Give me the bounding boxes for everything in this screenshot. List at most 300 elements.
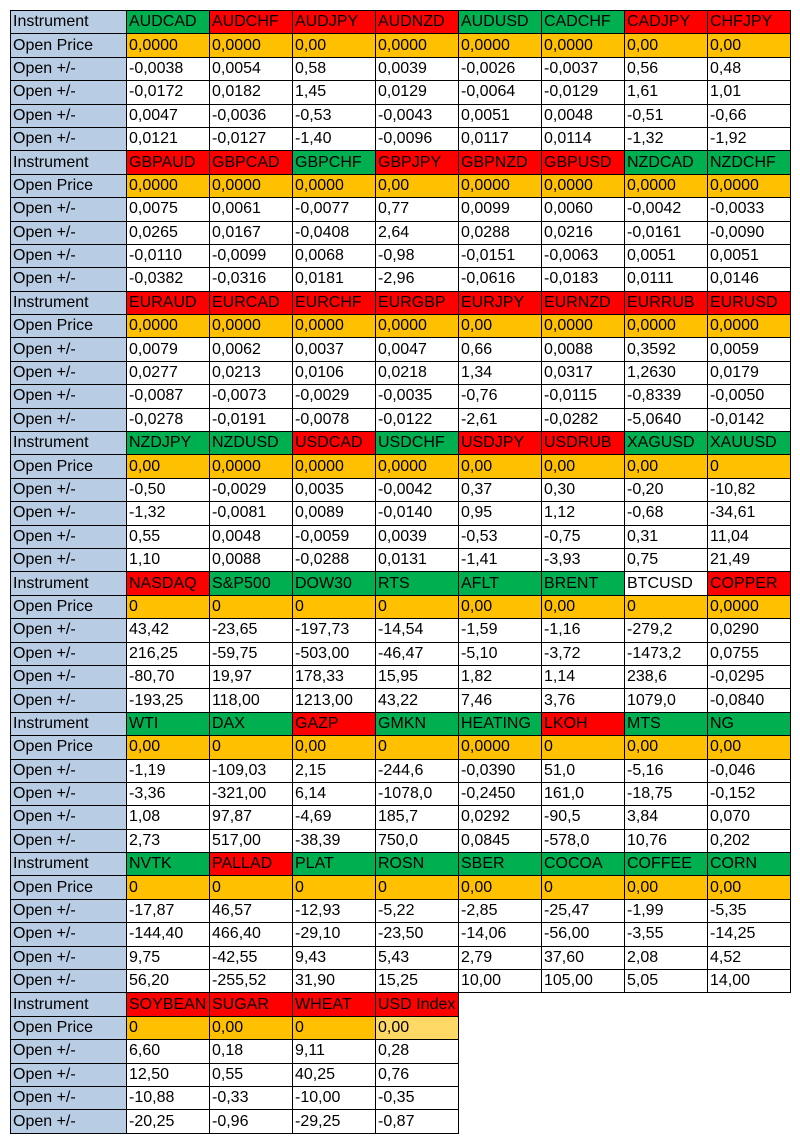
open-change-label-cell[interactable]: Open +/- bbox=[11, 1040, 127, 1063]
open-price-label-cell[interactable]: Open Price bbox=[11, 1016, 127, 1039]
open-change-cell[interactable]: 0,0039 bbox=[376, 525, 459, 548]
open-change-label-cell[interactable]: Open +/- bbox=[11, 361, 127, 384]
open-change-cell[interactable]: 0,56 bbox=[625, 57, 708, 80]
open-change-cell[interactable]: 185,7 bbox=[376, 806, 459, 829]
open-change-cell[interactable]: 0,0755 bbox=[708, 642, 791, 665]
open-change-cell[interactable]: -2,61 bbox=[459, 408, 542, 431]
open-change-label-cell[interactable]: Open +/- bbox=[11, 408, 127, 431]
open-price-label-cell[interactable]: Open Price bbox=[11, 595, 127, 618]
open-change-cell[interactable]: 0,0131 bbox=[376, 548, 459, 571]
instrument-name-cell[interactable]: NZDCHF bbox=[708, 151, 791, 174]
open-price-cell[interactable]: 0 bbox=[210, 876, 293, 899]
open-change-cell[interactable]: -1,40 bbox=[293, 127, 376, 150]
instrument-name-cell[interactable]: SUGAR bbox=[210, 993, 293, 1016]
instrument-name-cell[interactable]: NZDCAD bbox=[625, 151, 708, 174]
open-change-cell[interactable]: -144,40 bbox=[127, 923, 210, 946]
open-change-cell[interactable]: 161,0 bbox=[542, 782, 625, 805]
open-price-cell[interactable]: 0,0000 bbox=[708, 174, 791, 197]
instrument-name-cell[interactable]: AUDCAD bbox=[127, 11, 210, 34]
open-change-cell[interactable]: 0,0051 bbox=[625, 244, 708, 267]
open-change-cell[interactable]: 0,0075 bbox=[127, 198, 210, 221]
open-change-cell[interactable]: -0,0029 bbox=[293, 385, 376, 408]
instrument-name-cell[interactable]: COPPER bbox=[708, 572, 791, 595]
open-change-cell[interactable]: -255,52 bbox=[210, 970, 293, 993]
open-change-cell[interactable]: -46,47 bbox=[376, 642, 459, 665]
open-price-cell[interactable]: 0,0000 bbox=[625, 315, 708, 338]
open-change-cell[interactable]: 0,66 bbox=[459, 338, 542, 361]
open-price-cell[interactable]: 0,00 bbox=[210, 1016, 293, 1039]
open-change-cell[interactable]: -0,0050 bbox=[708, 385, 791, 408]
open-price-cell[interactable]: 0,0000 bbox=[127, 315, 210, 338]
open-change-cell[interactable]: 0,0121 bbox=[127, 127, 210, 150]
instrument-name-cell[interactable]: XAUUSD bbox=[708, 432, 791, 455]
open-change-cell[interactable]: -197,73 bbox=[293, 619, 376, 642]
open-price-cell[interactable]: 0 bbox=[625, 595, 708, 618]
open-price-cell[interactable]: 0,0000 bbox=[459, 174, 542, 197]
open-price-cell[interactable]: 0,00 bbox=[293, 736, 376, 759]
open-change-cell[interactable]: -0,0140 bbox=[376, 502, 459, 525]
open-change-cell[interactable]: -0,0316 bbox=[210, 268, 293, 291]
open-change-label-cell[interactable]: Open +/- bbox=[11, 338, 127, 361]
open-price-cell[interactable]: 0,00 bbox=[625, 876, 708, 899]
open-change-cell[interactable]: 0,0079 bbox=[127, 338, 210, 361]
instrument-name-cell[interactable]: PLAT bbox=[293, 853, 376, 876]
instrument-name-cell[interactable]: GBPJPY bbox=[376, 151, 459, 174]
instrument-name-cell[interactable]: NG bbox=[708, 712, 791, 735]
open-price-cell[interactable]: 0,0000 bbox=[210, 455, 293, 478]
open-change-cell[interactable]: -0,0099 bbox=[210, 244, 293, 267]
instrument-name-cell[interactable]: PALLAD bbox=[210, 853, 293, 876]
open-change-cell[interactable]: 21,49 bbox=[708, 548, 791, 571]
open-change-cell[interactable]: 1,34 bbox=[459, 361, 542, 384]
open-change-cell[interactable]: -0,046 bbox=[708, 759, 791, 782]
open-change-cell[interactable]: 0,0106 bbox=[293, 361, 376, 384]
open-change-cell[interactable]: -3,72 bbox=[542, 642, 625, 665]
open-change-cell[interactable]: 3,76 bbox=[542, 689, 625, 712]
open-change-cell[interactable]: 46,57 bbox=[210, 899, 293, 922]
open-price-cell[interactable]: 0,00 bbox=[459, 595, 542, 618]
open-change-cell[interactable]: 11,04 bbox=[708, 525, 791, 548]
open-change-cell[interactable]: 15,95 bbox=[376, 665, 459, 688]
open-change-cell[interactable]: -0,8339 bbox=[625, 385, 708, 408]
instrument-name-cell[interactable]: ROSN bbox=[376, 853, 459, 876]
open-change-cell[interactable]: -0,0038 bbox=[127, 57, 210, 80]
open-change-label-cell[interactable]: Open +/- bbox=[11, 81, 127, 104]
open-price-cell[interactable]: 0 bbox=[293, 595, 376, 618]
open-change-cell[interactable]: -109,03 bbox=[210, 759, 293, 782]
open-change-cell[interactable]: -0,0288 bbox=[293, 548, 376, 571]
open-change-cell[interactable]: -0,0616 bbox=[459, 268, 542, 291]
open-price-cell[interactable]: 0,00 bbox=[376, 1016, 459, 1039]
open-change-cell[interactable]: -0,0129 bbox=[542, 81, 625, 104]
instrument-name-cell[interactable]: BTCUSD bbox=[625, 572, 708, 595]
open-change-cell[interactable]: 0,0146 bbox=[708, 268, 791, 291]
open-change-cell[interactable]: -2,85 bbox=[459, 899, 542, 922]
open-change-label-cell[interactable]: Open +/- bbox=[11, 244, 127, 267]
open-change-cell[interactable]: -10,82 bbox=[708, 478, 791, 501]
open-price-label-cell[interactable]: Open Price bbox=[11, 736, 127, 759]
open-change-cell[interactable]: -1,19 bbox=[127, 759, 210, 782]
open-change-cell[interactable]: -0,0408 bbox=[293, 221, 376, 244]
instrument-name-cell[interactable]: COCOA bbox=[542, 853, 625, 876]
instrument-name-cell[interactable]: AUDNZD bbox=[376, 11, 459, 34]
open-change-cell[interactable]: 15,25 bbox=[376, 970, 459, 993]
open-change-label-cell[interactable]: Open +/- bbox=[11, 502, 127, 525]
open-change-cell[interactable]: 0,0039 bbox=[376, 57, 459, 80]
instrument-name-cell[interactable]: SBER bbox=[459, 853, 542, 876]
open-price-cell[interactable]: 0,0000 bbox=[542, 315, 625, 338]
open-change-cell[interactable]: -3,55 bbox=[625, 923, 708, 946]
open-change-cell[interactable]: -0,0073 bbox=[210, 385, 293, 408]
open-change-cell[interactable]: 750,0 bbox=[376, 829, 459, 852]
open-change-cell[interactable]: -3,36 bbox=[127, 782, 210, 805]
open-change-cell[interactable]: 0,48 bbox=[708, 57, 791, 80]
open-change-cell[interactable]: 1,10 bbox=[127, 548, 210, 571]
open-change-cell[interactable]: -0,87 bbox=[376, 1110, 459, 1133]
open-change-cell[interactable]: 0,37 bbox=[459, 478, 542, 501]
open-change-cell[interactable]: 1,61 bbox=[625, 81, 708, 104]
open-price-cell[interactable]: 0,0000 bbox=[542, 34, 625, 57]
open-change-cell[interactable]: 37,60 bbox=[542, 946, 625, 969]
instrument-name-cell[interactable]: GBPCAD bbox=[210, 151, 293, 174]
open-price-label-cell[interactable]: Open Price bbox=[11, 174, 127, 197]
open-price-label-cell[interactable]: Open Price bbox=[11, 876, 127, 899]
open-change-cell[interactable]: 0,0114 bbox=[542, 127, 625, 150]
instrument-name-cell[interactable]: XAGUSD bbox=[625, 432, 708, 455]
open-change-cell[interactable]: 0,3592 bbox=[625, 338, 708, 361]
open-change-cell[interactable]: 1,08 bbox=[127, 806, 210, 829]
open-change-cell[interactable]: -0,76 bbox=[459, 385, 542, 408]
instrument-name-cell[interactable]: S&P500 bbox=[210, 572, 293, 595]
open-change-label-cell[interactable]: Open +/- bbox=[11, 221, 127, 244]
open-price-cell[interactable]: 0,00 bbox=[542, 595, 625, 618]
open-price-cell[interactable]: 0,00 bbox=[625, 455, 708, 478]
open-change-cell[interactable]: 2,08 bbox=[625, 946, 708, 969]
instrument-name-cell[interactable]: SOYBEAN bbox=[127, 993, 210, 1016]
open-change-cell[interactable]: -0,0063 bbox=[542, 244, 625, 267]
open-change-cell[interactable]: 56,20 bbox=[127, 970, 210, 993]
open-change-cell[interactable]: 0,28 bbox=[376, 1040, 459, 1063]
open-change-cell[interactable]: 0,0317 bbox=[542, 361, 625, 384]
open-change-cell[interactable]: 0,77 bbox=[376, 198, 459, 221]
open-change-cell[interactable]: -0,53 bbox=[293, 104, 376, 127]
open-price-cell[interactable]: 0,00 bbox=[293, 34, 376, 57]
instrument-label-cell[interactable]: Instrument bbox=[11, 993, 127, 1016]
open-price-cell[interactable]: 0 bbox=[293, 1016, 376, 1039]
open-change-label-cell[interactable]: Open +/- bbox=[11, 1063, 127, 1086]
open-price-cell[interactable]: 0 bbox=[542, 876, 625, 899]
open-price-cell[interactable]: 0,0000 bbox=[127, 34, 210, 57]
open-price-cell[interactable]: 0,0000 bbox=[542, 174, 625, 197]
open-change-cell[interactable]: 2,79 bbox=[459, 946, 542, 969]
open-change-cell[interactable]: -0,0096 bbox=[376, 127, 459, 150]
open-change-cell[interactable]: 0,0060 bbox=[542, 198, 625, 221]
instrument-name-cell[interactable]: CADJPY bbox=[625, 11, 708, 34]
open-change-label-cell[interactable]: Open +/- bbox=[11, 665, 127, 688]
open-change-cell[interactable]: 0,0129 bbox=[376, 81, 459, 104]
open-change-cell[interactable]: 40,25 bbox=[293, 1063, 376, 1086]
open-price-cell[interactable]: 0,0000 bbox=[376, 34, 459, 57]
open-change-cell[interactable]: 0,0213 bbox=[210, 361, 293, 384]
open-change-label-cell[interactable]: Open +/- bbox=[11, 478, 127, 501]
open-price-cell[interactable]: 0,0000 bbox=[293, 455, 376, 478]
open-change-label-cell[interactable]: Open +/- bbox=[11, 642, 127, 665]
open-change-cell[interactable]: 0,0182 bbox=[210, 81, 293, 104]
open-change-cell[interactable]: -0,0191 bbox=[210, 408, 293, 431]
open-change-cell[interactable]: -23,65 bbox=[210, 619, 293, 642]
open-change-cell[interactable]: 0,0265 bbox=[127, 221, 210, 244]
open-change-cell[interactable]: -0,152 bbox=[708, 782, 791, 805]
open-price-cell[interactable]: 0 bbox=[210, 736, 293, 759]
instrument-name-cell[interactable]: NASDAQ bbox=[127, 572, 210, 595]
open-change-cell[interactable]: 0,75 bbox=[625, 548, 708, 571]
open-price-cell[interactable]: 0,0000 bbox=[625, 174, 708, 197]
open-change-cell[interactable]: 0,0062 bbox=[210, 338, 293, 361]
open-change-cell[interactable]: 0,18 bbox=[210, 1040, 293, 1063]
instrument-name-cell[interactable]: NZDUSD bbox=[210, 432, 293, 455]
open-change-cell[interactable]: -0,0127 bbox=[210, 127, 293, 150]
open-change-cell[interactable]: 0,0061 bbox=[210, 198, 293, 221]
instrument-name-cell[interactable]: GBPUSD bbox=[542, 151, 625, 174]
open-change-cell[interactable]: 517,00 bbox=[210, 829, 293, 852]
open-change-cell[interactable]: 0,0292 bbox=[459, 806, 542, 829]
instrument-name-cell[interactable]: WTI bbox=[127, 712, 210, 735]
open-change-cell[interactable]: -1,32 bbox=[625, 127, 708, 150]
open-change-cell[interactable]: 1,82 bbox=[459, 665, 542, 688]
open-price-cell[interactable]: 0,0000 bbox=[459, 34, 542, 57]
instrument-name-cell[interactable]: EURGBP bbox=[376, 291, 459, 314]
open-change-cell[interactable]: -244,6 bbox=[376, 759, 459, 782]
open-change-cell[interactable]: -80,70 bbox=[127, 665, 210, 688]
open-change-label-cell[interactable]: Open +/- bbox=[11, 127, 127, 150]
open-change-cell[interactable]: 0,0051 bbox=[459, 104, 542, 127]
open-change-cell[interactable]: -1,32 bbox=[127, 502, 210, 525]
open-change-cell[interactable]: 5,05 bbox=[625, 970, 708, 993]
open-change-cell[interactable]: 0,0054 bbox=[210, 57, 293, 80]
instrument-name-cell[interactable]: NVTK bbox=[127, 853, 210, 876]
open-change-cell[interactable]: -4,69 bbox=[293, 806, 376, 829]
instrument-label-cell[interactable]: Instrument bbox=[11, 432, 127, 455]
instrument-name-cell[interactable]: GBPAUD bbox=[127, 151, 210, 174]
instrument-name-cell[interactable]: USDRUB bbox=[542, 432, 625, 455]
instrument-name-cell[interactable]: USDJPY bbox=[459, 432, 542, 455]
instrument-name-cell[interactable]: EURAUD bbox=[127, 291, 210, 314]
open-change-label-cell[interactable]: Open +/- bbox=[11, 899, 127, 922]
open-change-cell[interactable]: -2,96 bbox=[376, 268, 459, 291]
open-change-label-cell[interactable]: Open +/- bbox=[11, 806, 127, 829]
open-change-cell[interactable]: 0,0288 bbox=[459, 221, 542, 244]
open-change-cell[interactable]: -0,66 bbox=[708, 104, 791, 127]
open-change-cell[interactable]: 6,14 bbox=[293, 782, 376, 805]
instrument-name-cell[interactable]: AUDUSD bbox=[459, 11, 542, 34]
open-change-cell[interactable]: 178,33 bbox=[293, 665, 376, 688]
open-change-cell[interactable]: -0,2450 bbox=[459, 782, 542, 805]
open-change-cell[interactable]: -0,0161 bbox=[625, 221, 708, 244]
open-change-cell[interactable]: -3,93 bbox=[542, 548, 625, 571]
open-change-cell[interactable]: 0,0167 bbox=[210, 221, 293, 244]
instrument-name-cell[interactable]: EURCAD bbox=[210, 291, 293, 314]
open-price-cell[interactable]: 0,00 bbox=[708, 736, 791, 759]
open-change-cell[interactable]: -0,0183 bbox=[542, 268, 625, 291]
open-change-cell[interactable]: 10,76 bbox=[625, 829, 708, 852]
instrument-name-cell[interactable]: EURJPY bbox=[459, 291, 542, 314]
open-change-cell[interactable]: 3,84 bbox=[625, 806, 708, 829]
open-change-label-cell[interactable]: Open +/- bbox=[11, 525, 127, 548]
open-change-cell[interactable]: -0,0172 bbox=[127, 81, 210, 104]
open-change-cell[interactable]: -18,75 bbox=[625, 782, 708, 805]
open-change-label-cell[interactable]: Open +/- bbox=[11, 198, 127, 221]
open-change-label-cell[interactable]: Open +/- bbox=[11, 385, 127, 408]
open-price-cell[interactable]: 0,0000 bbox=[210, 34, 293, 57]
open-change-cell[interactable]: -0,75 bbox=[542, 525, 625, 548]
open-change-cell[interactable]: 0,95 bbox=[459, 502, 542, 525]
open-change-cell[interactable]: 7,46 bbox=[459, 689, 542, 712]
open-price-cell[interactable]: 0,0000 bbox=[293, 174, 376, 197]
open-change-cell[interactable]: 0,58 bbox=[293, 57, 376, 80]
open-change-cell[interactable]: -10,88 bbox=[127, 1086, 210, 1109]
open-change-cell[interactable]: -0,0081 bbox=[210, 502, 293, 525]
open-change-cell[interactable]: -90,5 bbox=[542, 806, 625, 829]
open-change-label-cell[interactable]: Open +/- bbox=[11, 782, 127, 805]
instrument-name-cell[interactable]: AFLT bbox=[459, 572, 542, 595]
open-change-cell[interactable]: 0,0290 bbox=[708, 619, 791, 642]
open-change-cell[interactable]: -321,00 bbox=[210, 782, 293, 805]
open-change-cell[interactable]: -0,0087 bbox=[127, 385, 210, 408]
open-change-cell[interactable]: -0,0064 bbox=[459, 81, 542, 104]
open-price-cell[interactable]: 0,0000 bbox=[708, 315, 791, 338]
open-change-cell[interactable]: -1,99 bbox=[625, 899, 708, 922]
open-change-cell[interactable]: 9,11 bbox=[293, 1040, 376, 1063]
instrument-name-cell[interactable]: USD Index bbox=[376, 993, 459, 1016]
instrument-label-cell[interactable]: Instrument bbox=[11, 853, 127, 876]
open-change-label-cell[interactable]: Open +/- bbox=[11, 829, 127, 852]
open-change-cell[interactable]: 0,0181 bbox=[293, 268, 376, 291]
open-change-cell[interactable]: 43,22 bbox=[376, 689, 459, 712]
open-change-cell[interactable]: -1078,0 bbox=[376, 782, 459, 805]
open-price-cell[interactable]: 0,00 bbox=[708, 876, 791, 899]
instrument-name-cell[interactable]: GMKN bbox=[376, 712, 459, 735]
open-change-cell[interactable]: -0,0026 bbox=[459, 57, 542, 80]
open-change-cell[interactable]: -0,0043 bbox=[376, 104, 459, 127]
instrument-name-cell[interactable]: WHEAT bbox=[293, 993, 376, 1016]
open-change-cell[interactable]: -0,0840 bbox=[708, 689, 791, 712]
open-change-cell[interactable]: -0,0077 bbox=[293, 198, 376, 221]
open-change-cell[interactable]: 1,2630 bbox=[625, 361, 708, 384]
open-change-cell[interactable]: -503,00 bbox=[293, 642, 376, 665]
open-change-cell[interactable]: -1473,2 bbox=[625, 642, 708, 665]
open-price-cell[interactable]: 0,0000 bbox=[210, 174, 293, 197]
open-change-cell[interactable]: -5,22 bbox=[376, 899, 459, 922]
open-price-cell[interactable]: 0,0000 bbox=[210, 315, 293, 338]
open-change-cell[interactable]: -0,0059 bbox=[293, 525, 376, 548]
instrument-name-cell[interactable]: DAX bbox=[210, 712, 293, 735]
instrument-name-cell[interactable]: USDCHF bbox=[376, 432, 459, 455]
open-price-cell[interactable]: 0,0000 bbox=[127, 174, 210, 197]
open-change-cell[interactable]: -10,00 bbox=[293, 1086, 376, 1109]
open-price-cell[interactable]: 0 bbox=[127, 595, 210, 618]
open-change-cell[interactable]: 0,0089 bbox=[293, 502, 376, 525]
open-change-cell[interactable]: 0,0088 bbox=[542, 338, 625, 361]
open-change-cell[interactable]: 4,52 bbox=[708, 946, 791, 969]
open-price-cell[interactable]: 0 bbox=[376, 736, 459, 759]
open-price-cell[interactable]: 0,00 bbox=[376, 174, 459, 197]
open-price-cell[interactable]: 0 bbox=[708, 455, 791, 478]
open-change-cell[interactable]: 118,00 bbox=[210, 689, 293, 712]
open-price-label-cell[interactable]: Open Price bbox=[11, 315, 127, 338]
open-change-cell[interactable]: 0,202 bbox=[708, 829, 791, 852]
open-price-cell[interactable]: 0 bbox=[127, 876, 210, 899]
open-change-label-cell[interactable]: Open +/- bbox=[11, 970, 127, 993]
open-change-cell[interactable]: -56,00 bbox=[542, 923, 625, 946]
open-price-cell[interactable]: 0,00 bbox=[459, 876, 542, 899]
open-change-cell[interactable]: 0,070 bbox=[708, 806, 791, 829]
open-change-cell[interactable]: -0,0390 bbox=[459, 759, 542, 782]
open-change-cell[interactable]: 0,0037 bbox=[293, 338, 376, 361]
open-change-cell[interactable]: -0,0110 bbox=[127, 244, 210, 267]
open-change-cell[interactable]: 12,50 bbox=[127, 1063, 210, 1086]
open-change-cell[interactable]: 97,87 bbox=[210, 806, 293, 829]
open-price-cell[interactable]: 0,0000 bbox=[293, 315, 376, 338]
open-change-cell[interactable]: 1213,00 bbox=[293, 689, 376, 712]
open-change-cell[interactable]: 0,30 bbox=[542, 478, 625, 501]
open-change-cell[interactable]: 43,42 bbox=[127, 619, 210, 642]
open-change-label-cell[interactable]: Open +/- bbox=[11, 1086, 127, 1109]
open-change-cell[interactable]: -29,10 bbox=[293, 923, 376, 946]
instrument-name-cell[interactable]: GBPNZD bbox=[459, 151, 542, 174]
instrument-label-cell[interactable]: Instrument bbox=[11, 11, 127, 34]
open-change-cell[interactable]: 6,60 bbox=[127, 1040, 210, 1063]
open-change-cell[interactable]: 0,0051 bbox=[708, 244, 791, 267]
open-price-cell[interactable]: 0 bbox=[293, 876, 376, 899]
open-change-cell[interactable]: 51,0 bbox=[542, 759, 625, 782]
instrument-name-cell[interactable]: COFFEE bbox=[625, 853, 708, 876]
open-change-cell[interactable]: 19,97 bbox=[210, 665, 293, 688]
instrument-label-cell[interactable]: Instrument bbox=[11, 151, 127, 174]
open-change-cell[interactable]: -14,54 bbox=[376, 619, 459, 642]
instrument-label-cell[interactable]: Instrument bbox=[11, 291, 127, 314]
open-change-cell[interactable]: 0,0099 bbox=[459, 198, 542, 221]
open-change-cell[interactable]: 0,76 bbox=[376, 1063, 459, 1086]
open-change-cell[interactable]: -0,68 bbox=[625, 502, 708, 525]
open-change-cell[interactable]: -0,0122 bbox=[376, 408, 459, 431]
open-change-cell[interactable]: -0,0042 bbox=[376, 478, 459, 501]
open-change-cell[interactable]: 105,00 bbox=[542, 970, 625, 993]
open-change-cell[interactable]: -1,59 bbox=[459, 619, 542, 642]
open-change-cell[interactable]: -0,0382 bbox=[127, 268, 210, 291]
open-change-cell[interactable]: -5,16 bbox=[625, 759, 708, 782]
open-change-cell[interactable]: -0,20 bbox=[625, 478, 708, 501]
open-change-cell[interactable]: -193,25 bbox=[127, 689, 210, 712]
open-change-cell[interactable]: 9,43 bbox=[293, 946, 376, 969]
open-change-cell[interactable]: -20,25 bbox=[127, 1110, 210, 1133]
instrument-name-cell[interactable]: RTS bbox=[376, 572, 459, 595]
open-price-cell[interactable]: 0,00 bbox=[625, 34, 708, 57]
open-price-label-cell[interactable]: Open Price bbox=[11, 455, 127, 478]
open-change-cell[interactable]: 0,0047 bbox=[376, 338, 459, 361]
open-change-cell[interactable]: -0,0142 bbox=[708, 408, 791, 431]
open-change-cell[interactable]: 5,43 bbox=[376, 946, 459, 969]
open-change-cell[interactable]: 10,00 bbox=[459, 970, 542, 993]
instrument-name-cell[interactable]: CORN bbox=[708, 853, 791, 876]
open-price-cell[interactable]: 0,0000 bbox=[708, 595, 791, 618]
open-price-cell[interactable]: 0,00 bbox=[127, 736, 210, 759]
open-change-cell[interactable]: -279,2 bbox=[625, 619, 708, 642]
open-change-cell[interactable]: 2,15 bbox=[293, 759, 376, 782]
open-change-cell[interactable]: -0,35 bbox=[376, 1086, 459, 1109]
open-change-cell[interactable]: -23,50 bbox=[376, 923, 459, 946]
open-change-cell[interactable]: -12,93 bbox=[293, 899, 376, 922]
open-change-cell[interactable]: 0,31 bbox=[625, 525, 708, 548]
